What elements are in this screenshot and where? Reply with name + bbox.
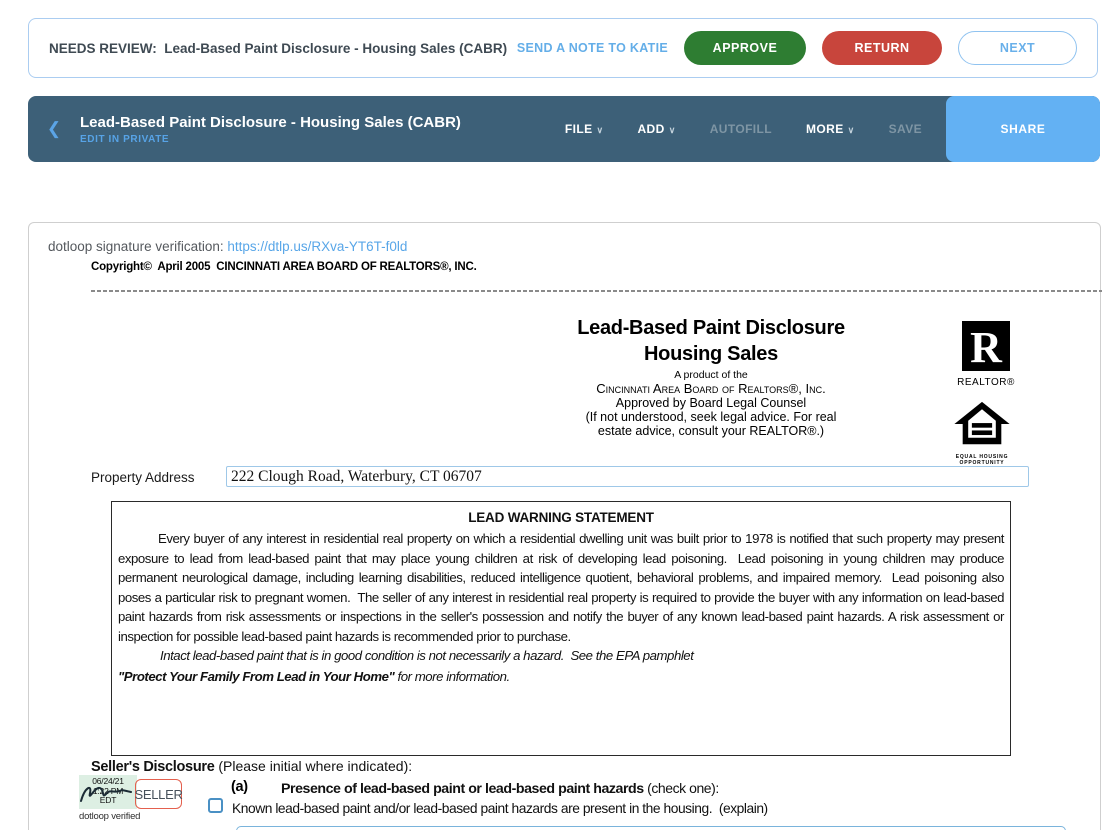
document-page: [28, 222, 1101, 830]
seller-tag: SELLER: [135, 779, 182, 809]
share-button[interactable]: SHARE: [946, 96, 1100, 162]
property-address-row: [91, 469, 1061, 487]
stamp-timezone: EDT: [99, 795, 117, 805]
toolbar-document-title: Lead-Based Paint Disclosure - Housing Sales (CABR): [80, 113, 461, 131]
lead-warning-paragraph: Every buyer of any interest in residential real property on which a residential dwelling unit was built prior to 1978 is notified that such property may present exposure to lead from lead-based paint that may place young children at risk of developing lead poisoning. Lead poisoning in young children may produce permanent neurological damage, including learning disabilities, reduced intelligence quotient, behavioral problems, and impaired memory. Lead poisoning also poses a particular risk to pregnant women. The seller of any interest in residential real property is required to provide the buyer with any information on lead-based paint hazards from risk assessments or inspections in the seller's possession and notify the buyer of any known lead-based paint hazards. A risk assessment or inspection for possible lead-based paint hazards is recommended prior to purchase.: [118, 531, 1008, 644]
pamphlet-title: "Protect Your Family From Lead in Your Home": [118, 668, 395, 684]
chevron-left-icon: ❮: [46, 119, 62, 138]
form-approved-line: Approved by Board Legal Counsel: [615, 396, 807, 410]
file-menu[interactable]: FILE ∨: [564, 122, 604, 136]
seller-initial-stamp[interactable]: [79, 775, 137, 809]
chevron-down-icon: ∨: [668, 125, 676, 135]
save-button[interactable]: SAVE: [888, 122, 922, 136]
review-status-title: [49, 41, 517, 56]
equal-housing-icon: [954, 401, 1010, 447]
form-advice-line2: estate advice, consult your REALTOR®.): [597, 424, 825, 438]
back-button[interactable]: [28, 119, 80, 139]
form-advice-line1: (If not understood, seek legal advice. For real: [585, 410, 837, 424]
send-note-button[interactable]: SEND A NOTE TO KATIE: [516, 41, 668, 55]
lead-warning-title: LEAD WARNING STATEMENT: [468, 510, 654, 525]
explain-input[interactable]: [236, 826, 1066, 830]
stamp-date: 06/24/21: [92, 776, 124, 786]
verification-link[interactable]: https://dtlp.us/RXva-YT6T-f0ld: [227, 239, 408, 254]
known-hazards-option-label: Known lead-based paint and/or lead-based paint hazards are present in the housing. (explain): [232, 801, 768, 816]
review-document-title: Lead-Based Paint Disclosure - Housing Sales (CABR): [164, 40, 508, 56]
form-title-line1: Lead-Based Paint Disclosure: [577, 317, 845, 339]
chevron-down-icon: ∨: [847, 125, 855, 135]
lead-warning-box: [111, 501, 1011, 756]
divider-dashed-line: [91, 290, 1102, 292]
pamphlet-suffix: for more information.: [394, 668, 510, 684]
add-menu[interactable]: ADD ∨: [637, 122, 676, 136]
equal-housing-logo: [951, 401, 1013, 466]
signature-verification-line: dotloop signature verification: https://dtlp.us/RXva-YT6T-f0ld: [48, 239, 408, 254]
review-status-label: NEEDS REVIEW:: [49, 40, 165, 56]
realtor-logo-label: REALTOR®: [957, 377, 1015, 388]
lead-warning-italic-line: Intact lead-based paint that is in good condition is not necessarily a hazard. See the EPA pamphlet: [160, 648, 694, 663]
form-title-line2: Housing Sales: [644, 343, 778, 365]
known-hazards-checkbox[interactable]: [208, 798, 223, 813]
form-product-line: A product of the: [674, 369, 748, 381]
approve-button[interactable]: APPROVE: [684, 31, 806, 65]
chevron-down-icon: ∨: [596, 125, 604, 135]
document-toolbar: [28, 96, 1100, 162]
more-menu[interactable]: MORE ∨: [806, 122, 855, 136]
form-header: [491, 315, 931, 438]
item-a-index: (a): [231, 779, 248, 795]
form-board-line: Cincinnati Area Board of Realtors®, Inc.: [596, 381, 826, 396]
next-button[interactable]: NEXT: [958, 31, 1077, 65]
return-button[interactable]: RETURN: [822, 31, 942, 65]
stamp-time: 1:22 PM: [92, 785, 124, 796]
equal-housing-label: EQUAL HOUSING OPPORTUNITY: [955, 454, 1009, 466]
item-a-heading: Presence of lead-based paint or lead-based paint hazards (check one):: [281, 780, 719, 797]
copyright-line: Copyright© April 2005 CINCINNATI AREA BOARD OF REALTORS®, INC.: [91, 261, 477, 273]
toolbar-title-block: [80, 114, 461, 145]
autofill-button[interactable]: AUTOFILL: [709, 122, 772, 136]
realtor-logo: [956, 321, 1016, 388]
toolbar-menu: [565, 122, 922, 136]
review-actions: [517, 31, 1077, 65]
property-address-input[interactable]: 222 Clough Road, Waterbury, CT 06707: [226, 466, 1029, 487]
lead-warning-pamphlet-line: [118, 666, 1004, 687]
sellers-disclosure-heading: Seller's Disclosure (Please initial where indicated):: [91, 758, 413, 775]
svg-text:R: R: [970, 323, 1002, 371]
edit-in-private-link[interactable]: EDIT IN PRIVATE: [80, 133, 170, 145]
needs-review-bar: [28, 18, 1098, 78]
realtor-logo-icon: [962, 321, 1010, 371]
dotloop-verified-label: dotloop verified: [79, 811, 141, 822]
property-address-label: Property Address: [91, 470, 195, 485]
